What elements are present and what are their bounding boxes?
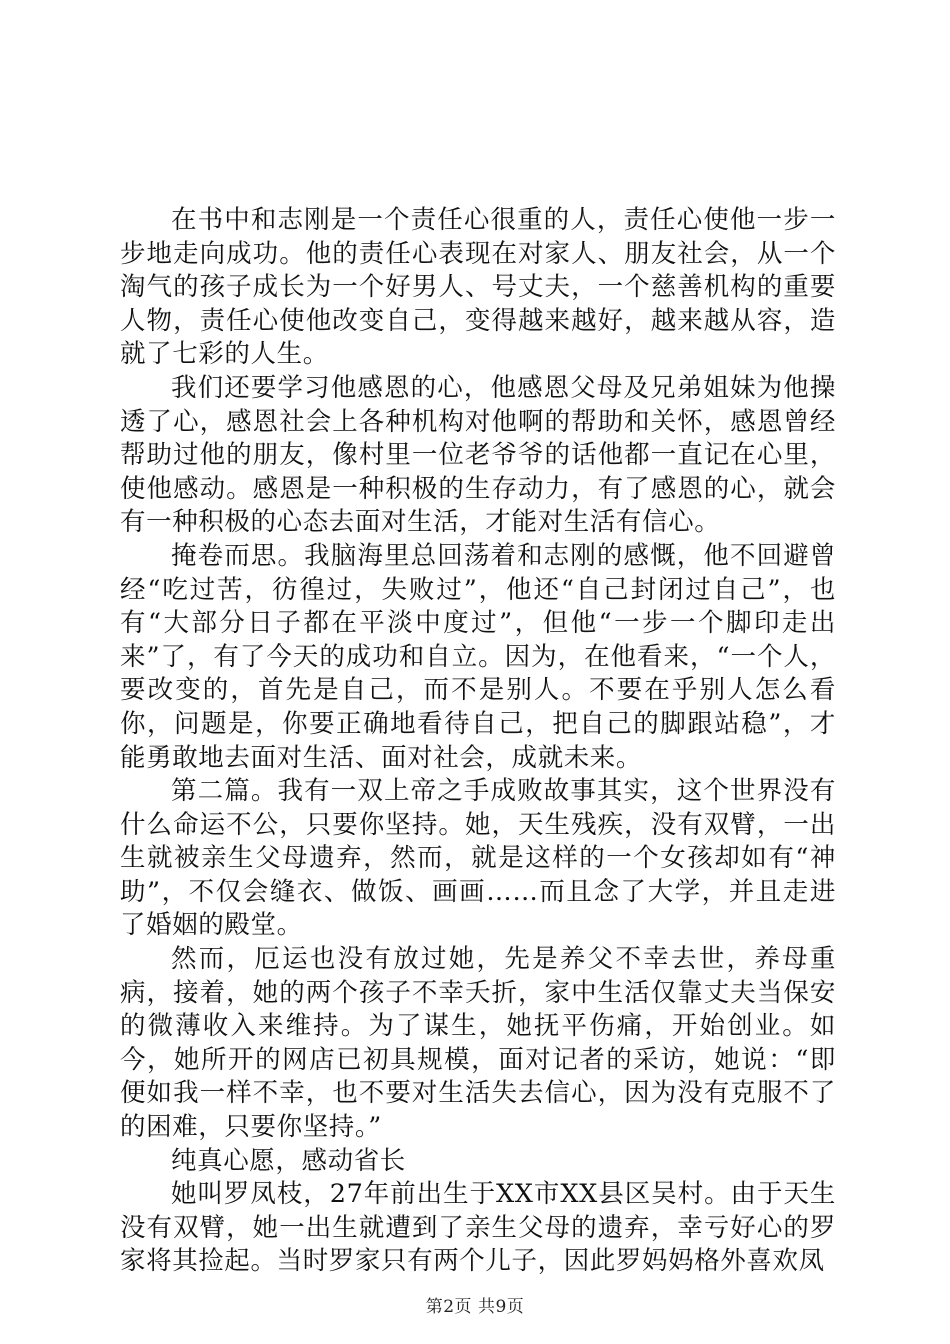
- paragraph-responsibility: 在书中和志刚是一个责任心很重的人，责任心使他一步一步地走向成功。他的责任心表现在对家人、朋友社会，从一个淘气的孩子成长为一个好男人、号丈夫，一个慈善机构的重要人物，责任心使他改变自己，变得越来越好，越来越从容，造就了七彩的人生。: [120, 205, 836, 370]
- document-body: [120, 204, 836, 1279]
- paragraph-gratitude: 我们还要学习他感恩的心，他感恩父母及兄弟姐妹为他操透了心，感恩社会上各种机构对他啊的帮助和关怀，感恩曾经帮助过他的朋友，像村里一位老爷爷的话他都一直记在心里，使他感动。感恩是一种积极的生存动力，有了感恩的心，就会有一种积极的心态去面对生活，才能对生活有信心。: [120, 372, 836, 538]
- section-heading: 纯真心愿，感动省长: [171, 1145, 406, 1176]
- page-number-footer: 第2页 共9页: [425, 1297, 525, 1317]
- paragraph-misfortune: 然而，厄运也没有放过她，先是养父不幸去世，养母重病，接着，她的两个孩子不幸夭折，家中生活仅靠丈夫当保安的微薄收入来维持。为了谋生，她抚平伤痛，开始创业。如今，她所开的网店已初具规模，面对记者的采访，她说：“即便如我一样不幸，也不要对生活失去信心，因为没有克服不了的困难，只要你坚持。”: [120, 944, 836, 1143]
- paragraph-reflection: 掩卷而思。我脑海里总回荡着和志刚的感慨，他不回避曾经“吃过苦，彷徨过，失败过”，他还“自己封闭过自己”，也有“大部分日子都在平淡中度过”，但他“一步一个脚印走出来”了，有了今天的成功和自立。因为，在他看来，“一个人，要改变的，首先是自己，而不是别人。不要在乎别人怎么看你，问题是，你要正确地看待自己，把自己的脚跟站稳”，才能勇敢地去面对生活、面对社会，成就未来。: [120, 540, 836, 773]
- paragraph-luo-fengzhi: 她叫罗凤枝，27年前出生于XX市XX县区吴村。由于天生没有双臂，她一出生就遭到了亲生父母的遗弃，幸亏好心的罗家将其捡起。当时罗家只有两个儿子，因此罗妈妈格外喜欢凤: [120, 1179, 836, 1277]
- paragraph-second-article: 第二篇。我有一双上帝之手成败故事其实，这个世界没有什么命运不公，只要你坚持。她，天生残疾，没有双臂，一出生就被亲生父母遗弃，然而，就是这样的一个女孩却如有“神助”，不仅会缝衣、做饭、画画……而且念了大学，并且走进了婚姻的殿堂。: [120, 776, 836, 941]
